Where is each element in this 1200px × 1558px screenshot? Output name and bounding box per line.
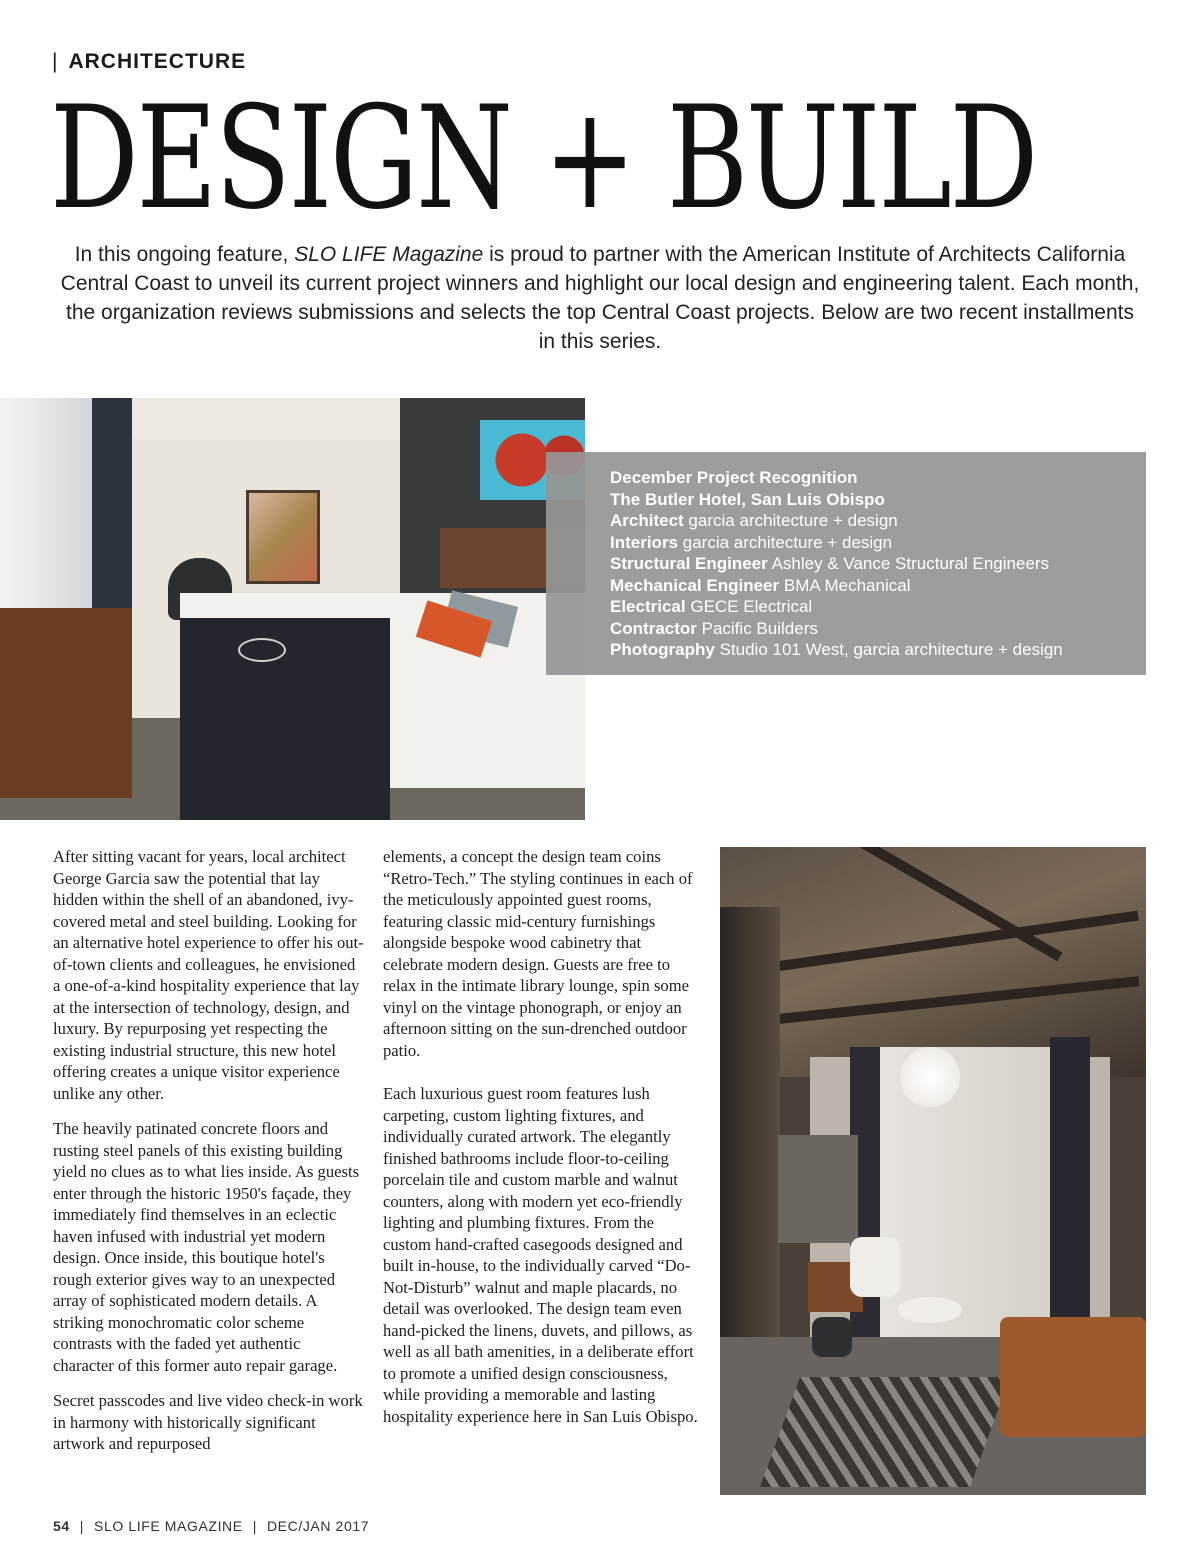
credit-contractor: Contractor Pacific Builders (610, 618, 818, 638)
footer-magazine: SLO LIFE MAGAZINE (94, 1518, 243, 1534)
intro-text-start: In this ongoing feature, (74, 243, 295, 266)
credit-photography: Photography Studio 101 West, garcia architecture + design (610, 640, 1063, 659)
footer-issue: DEC/JAN 2017 (266, 1518, 370, 1534)
intro-paragraph (60, 240, 1140, 356)
section-name: ARCHITECTURE (68, 50, 247, 73)
wall-artwork (778, 1135, 858, 1243)
credit-structural-engineer: Structural Engineer Ashley & Vance Structural Engineers (610, 554, 1050, 573)
leather-sofa (1000, 1317, 1146, 1437)
wall-artwork (246, 490, 320, 584)
credits-heading: December Project Recognition (610, 468, 858, 487)
area-rug (760, 1377, 1010, 1487)
coffee-table (898, 1297, 962, 1323)
hotel-logo-mark (238, 638, 286, 662)
page-footer: 54 | SLO LIFE MAGAZINE | DEC/JAN 2017 (53, 1518, 370, 1534)
credits-project: The Butler Hotel, San Luis Obispo (610, 489, 885, 509)
intro-text-end: is proud to partner with the American Institute of Architects California Central Coast to unveil its current project winners and highlight our local design and engineering talent. Each month, the organization reviews submissions and selects the top Central Coast projects. Below are two recent installments in this series. (60, 243, 1140, 353)
credit-electrical: Electrical GECE Electrical (610, 597, 813, 616)
body-column-2 (383, 846, 698, 1441)
body-paragraph: elements, a concept the design team coins “Retro-Tech.” The styling continues in each of the meticulously appointed guest rooms, featuring classic mid-century furnishings alongside bespoke wood cabinetry that celebrate modern design. Guests are free to relax in the intimate library lounge, spin some vinyl on the vintage phonograph, or enjoy an afternoon sitting on the sun-drenched outdoor patio. (383, 847, 693, 1060)
pendant-lamp (900, 1047, 960, 1107)
credit-interiors: Interiors garcia architecture + design (610, 532, 893, 552)
section-bar: | (52, 50, 59, 73)
body-paragraph: Each luxurious guest room features lush carpeting, custom lighting fixtures, and individually curated artwork. The elegantly finished bathrooms include floor-to-ceiling porcelain tile and custom marble and walnut counters, along with modern yet eco-friendly lighting and plumbing fixtures. From the custom hand-crafted casegoods designed and built in-house, to the individually carved “Do-Not-Disturb” walnut and maple placards, no detail was overlooked. The design team even hand-picked the linens, duvets, and pillows, as well as all bath amenities, in a deliberate effort to promote a unified design consciousness, while providing a memorable and lasting hospitality experience here in San Luis Obispo. (383, 1084, 698, 1426)
project-credits-box (546, 452, 1146, 675)
body-paragraph: Secret passcodes and live video check-in work in harmony with historically significant artwork and repurposed (53, 1391, 363, 1453)
page-number: 54 (53, 1518, 70, 1534)
page-headline: DESIGN + BUILD (50, 76, 1036, 241)
body-column-1 (53, 846, 365, 1469)
section-label (52, 50, 246, 74)
magazine-name: SLO LIFE Magazine (294, 243, 484, 266)
credit-mechanical-engineer: Mechanical Engineer BMA Mechanical (610, 575, 911, 595)
hotel-lounge-photo (720, 847, 1146, 1495)
credit-architect: Architect garcia architecture + design (610, 511, 898, 530)
hotel-room-photo (0, 398, 585, 820)
lounge-chair (850, 1237, 900, 1297)
body-paragraph: The heavily patinated concrete floors and rusting steel panels of this existing building yield no clues as to what lies inside. As guests enter through the historic 1950's façade, they immediately find themselves in an eclectic haven infused with industrial yet modern design. Once inside, this boutique hotel's rough exterior gives way to an unexpected array of sophisticated modern details. A striking monochromatic color scheme contrasts with the faded yet authentic character of this former auto repair garage. (53, 1119, 360, 1375)
wood-credenza (0, 608, 132, 798)
body-paragraph: After sitting vacant for years, local architect George Garcia saw the potential that lay hidden within the shell of an abandoned, ivy-covered metal and steel building. Looking for an alternative hotel experience to offer his out-of-town clients and colleagues, he envisioned a one-of-a-kind hospitality experience that lay at the intersection of technology, design, and luxury. By repurposing yet respecting the existing industrial structure, this new hotel offering creates a unique visitor experience unlike any other. (53, 847, 364, 1103)
